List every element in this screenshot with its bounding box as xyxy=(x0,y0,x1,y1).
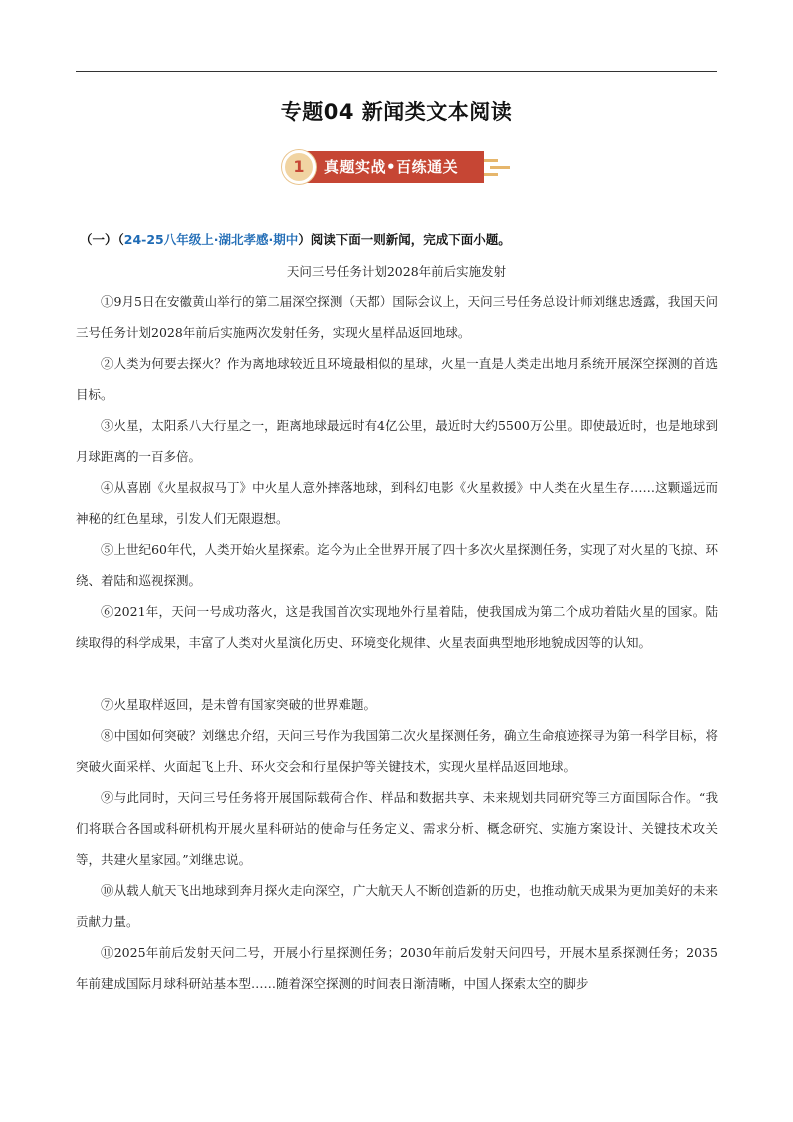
banner-label: 真题实战•百练通关 xyxy=(324,158,459,176)
question-prefix: （一）（ xyxy=(80,232,124,247)
article-paragraph: ④从喜剧《火星叔叔马丁》中火星人意外摔落地球，到科幻电影《火星救援》中人类在火星生存……这颗遥远而神秘的红色星球，引发人们无限遐想。 xyxy=(76,480,718,526)
section-banner xyxy=(282,148,512,186)
banner-stripe xyxy=(484,159,498,162)
article-paragraph: ⑤上世纪60年代，人类开始火星探索。迄今为止全世界开展了四十多次火星探测任务，实现了对火星的飞掠、环绕、着陆和巡视探测。 xyxy=(76,542,718,588)
article-paragraph: ⑨与此同时，天问三号任务将开展国际载荷合作、样品和数据共享、未来规划共同研究等三方面国际合作。“我们将联合各国或科研机构开展火星科研站的使命与任务定义、需求分析、概念研究、实施方案设计、关键技术攻关等，共建火星家园。”刘继忠说。 xyxy=(76,790,718,867)
article-paragraph: ⑪2025年前后发射天问二号，开展小行星探测任务；2030年前后发射天问四号，开展木星系探测任务；2035年前建成国际月球科研站基本型……随着深空探测的时间表日渐清晰，中国人探索太空的脚步 xyxy=(76,945,718,991)
question-source: 24-25八年级上·湖北孝感·期中 xyxy=(123,232,299,247)
article-paragraph: ③火星，太阳系八大行星之一，距离地球最远时有4亿公里，最近时大约5500万公里。即使最近时，也是地球到月球距离的一百多倍。 xyxy=(76,418,718,464)
page-title: 专题04 新闻类文本阅读 xyxy=(280,100,513,124)
article-paragraph: ⑥2021年，天问一号成功落火，这是我国首次实现地外行星着陆，使我国成为第二个成功着陆火星的国家。陆续取得的科学成果，丰富了人类对火星演化历史、环境变化规律、火星表面典型地形地貌成因等的认知。 xyxy=(76,604,718,650)
article-paragraph: ⑧中国如何突破？刘继忠介绍，天问三号作为我国第二次火星探测任务，确立生命痕迹探寻为第一科学目标，将突破火面采样、火面起飞上升、环火交会和行星保护等关键技术，实现火星样品返回地球。 xyxy=(76,728,718,774)
banner-stripe xyxy=(490,166,510,169)
banner-stripe xyxy=(484,173,498,176)
banner-number-badge: 1 xyxy=(282,150,316,184)
article-paragraph: ②人类为何要去探火？作为离地球较近且环境最相似的星球，火星一直是人类走出地月系统开展深空探测的首选目标。 xyxy=(76,356,718,402)
header-rule xyxy=(76,71,717,72)
article-paragraph: ①9月5日在安徽黄山举行的第二届深空探测（天都）国际会议上，天问三号任务总设计师刘继忠透露，我国天问三号任务计划2028年前后实施两次发射任务，实现火星样品返回地球。 xyxy=(76,294,718,340)
article-paragraph: ⑩从载人航天飞出地球到奔月探火走向深空，广大航天人不断创造新的历史，也推动航天成果为更加美好的未来贡献力量。 xyxy=(76,883,718,929)
article-paragraph: ⑦火星取样返回，是未曾有国家突破的世界难题。 xyxy=(101,697,377,712)
article-headline: 天问三号任务计划2028年前后实施发射 xyxy=(286,264,507,279)
question-suffix: ）阅读下面一则新闻，完成下面小题。 xyxy=(298,232,511,247)
question-prompt xyxy=(80,230,511,248)
